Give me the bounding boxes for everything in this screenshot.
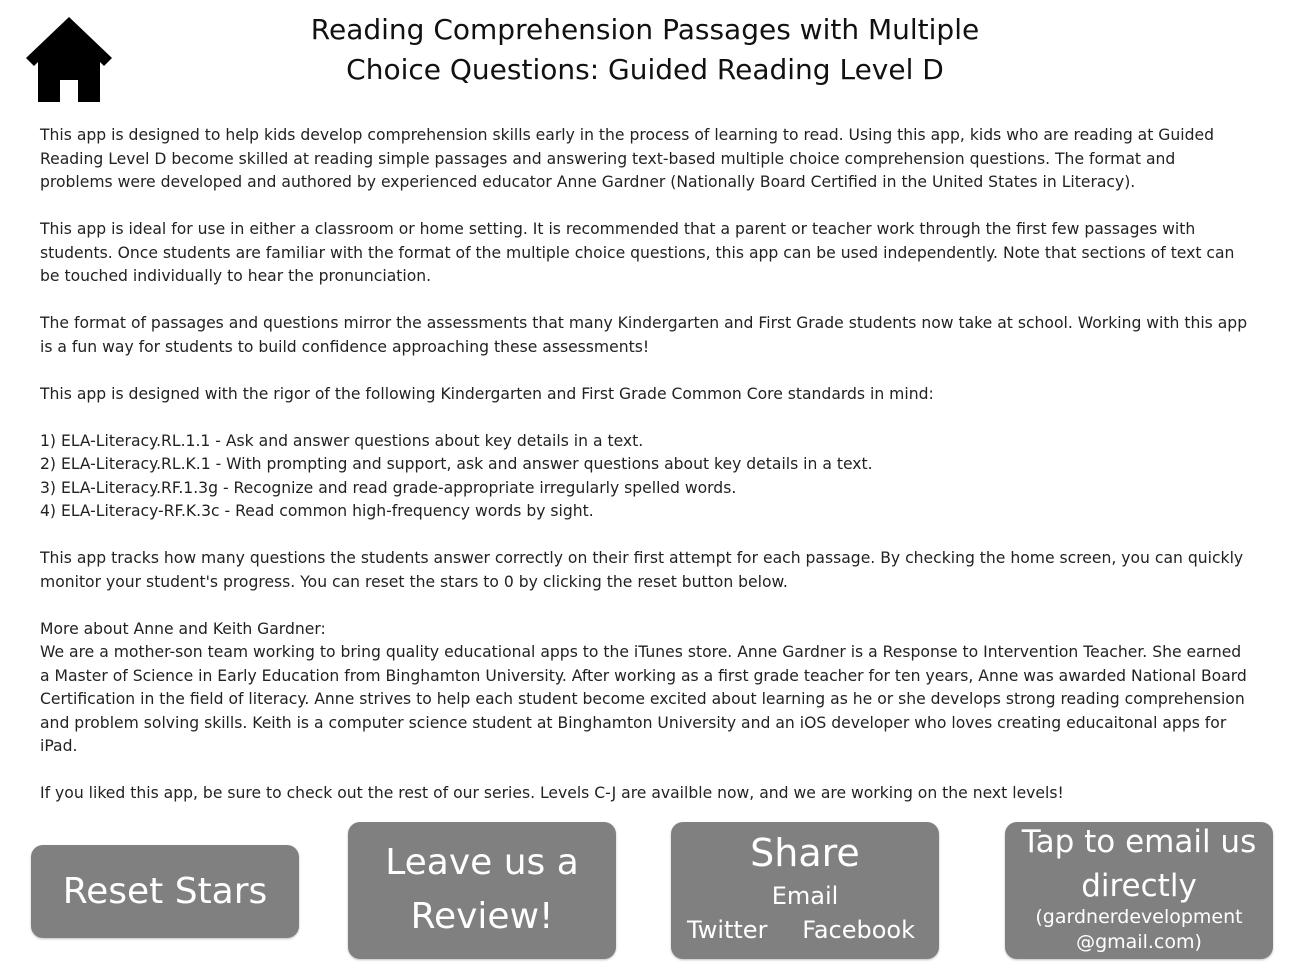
email-us-button[interactable] xyxy=(1005,822,1273,959)
email-label-line-1: Tap to email us xyxy=(1021,824,1257,860)
usage-paragraph: This app is ideal for use in either a classroom or home setting. It is recommended that a parent or teacher work through the first few passages with students. Once students are familiar with the format of the multiple choice questions, this app can be used independently. Note that sections of text can be touched individually to hear the pronunciation. xyxy=(40,220,1235,285)
share-panel xyxy=(671,822,939,959)
email-label-line-2: directly xyxy=(1081,868,1197,904)
email-address-line-2: @gmail.com) xyxy=(1076,931,1202,953)
review-label-line-1: Leave us a xyxy=(385,842,579,883)
share-facebook-button[interactable]: Facebook xyxy=(802,916,915,944)
share-twitter-button[interactable]: Twitter xyxy=(687,916,768,944)
title-line-1: Reading Comprehension Passages with Multiple xyxy=(310,13,980,46)
standard-item: 4) ELA-Literacy-RF.K.3c - Read common high-frequency words by sight. xyxy=(40,502,594,520)
email-address-line-1: (gardnerdevelopment xyxy=(1035,906,1243,928)
share-title: Share xyxy=(750,831,860,875)
reset-stars-label: Reset Stars xyxy=(62,871,268,912)
title-line-2: Choice Questions: Guided Reading Level D xyxy=(346,53,944,86)
leave-review-button[interactable] xyxy=(348,822,616,959)
format-paragraph: The format of passages and questions mirror the assessments that many Kindergarten and First Grade students now take at school. Working with this app is a fun way for students to build confidence approaching these assessments! xyxy=(40,314,1248,356)
standard-item: 1) ELA-Literacy.RL.1.1 - Ask and answer questions about key details in a text. xyxy=(40,431,644,450)
about-heading: More about Anne and Keith Gardner: xyxy=(40,619,326,638)
page-title xyxy=(300,10,990,90)
standard-item: 3) ELA-Literacy.RF.1.3g - Recognize and read grade-appropriate irregularly spelled words. xyxy=(40,478,737,497)
standard-item: 2) ELA-Literacy.RL.K.1 - With prompting and support, ask and answer questions about key details in a text. xyxy=(40,455,873,473)
intro-paragraph: This app is designed to help kids develop comprehension skills early in the process of learning to read. Using this app, kids who are reading at Guided Reading Level D become skilled at reading simple passages and answering text-based multiple choice comprehension questions. The format and problems were developed and authored by experienced educator Anne Gardner (Nationally Board Certified in the United States in Literacy). xyxy=(40,126,1214,191)
share-email-button[interactable]: Email xyxy=(771,882,839,910)
reset-stars-button[interactable] xyxy=(31,845,299,938)
series-paragraph: If you liked this app, be sure to check out the rest of our series. Levels C-J are availble now, and we are working on the next levels! xyxy=(40,784,1064,802)
tracking-paragraph: This app tracks how many questions the students answer correctly on their first attempt for each passage. By checking the home screen, you can quickly monitor your student's progress. You can reset the stars to 0 by clicking the reset button below. xyxy=(40,549,1244,591)
about-paragraph: We are a mother-son team working to bring quality educational apps to the iTunes store. Anne Gardner is a Response to Intervention Teacher. She earned a Master of Science in Early Education from Binghamton University. After working as a first grade teacher for ten years, Anne was awarded National Board Certification in the field of literacy. Anne strives to help each student become excited about learning as he or she develops strong reading comprehension and problem solving skills. Keith is a computer science student at Binghamton University and an iOS developer who loves creating educaitonal apps for iPad. xyxy=(40,643,1247,755)
review-label-line-2: Review! xyxy=(410,896,554,937)
standards-intro: This app is designed with the rigor of the following Kindergarten and First Grade Common Core standards in mind: xyxy=(40,384,934,403)
home-icon[interactable] xyxy=(24,14,114,104)
description-text xyxy=(40,124,1252,829)
